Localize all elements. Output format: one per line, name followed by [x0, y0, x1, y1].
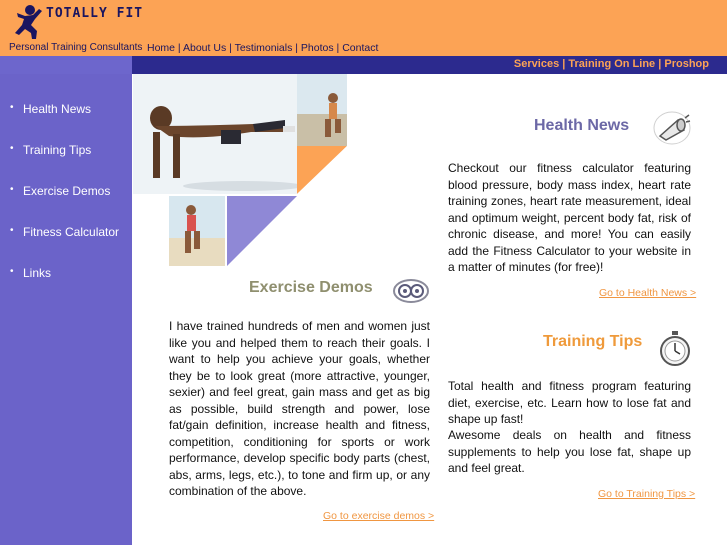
brand-title[interactable]: TOTALLY FIT — [46, 6, 144, 21]
exercise-demos-link[interactable]: Go to exercise demos > — [323, 510, 435, 522]
sidebar-item-links[interactable]: • Links — [10, 266, 52, 280]
nav-training-online-link[interactable]: Training On Line — [568, 58, 656, 70]
exercise-demos-text: I have trained hundreds of men and women just like you and helped them to reach their goals. I want to help you achieve your goals, whether they be to look great (more attractive, younger, sexier) and feel great, gain mass and get as big as possible, build strength and power, lose fat/gain definition, increase health and fitness, competition, conditioning for sports or work performance, develop specific body parts (chest, abs, arms, legs, etc.), to tone and firm up, or any combination of the above. — [169, 319, 430, 498]
bullet-icon: • — [10, 184, 14, 195]
sidebar — [0, 74, 132, 545]
health-news-link[interactable]: Go to Health News > — [599, 287, 697, 299]
top-nav: Home | About Us | Testimonials | Photos | Contact — [147, 42, 379, 54]
runner-logo-icon — [9, 3, 45, 41]
stopwatch-icon — [658, 330, 692, 368]
exercise-demos-title: Exercise Demos — [249, 279, 373, 296]
training-tips-title: Training Tips — [543, 333, 643, 350]
sidebar-item-training-tips[interactable]: • Training Tips — [10, 143, 92, 157]
nav-photos-link[interactable]: Photos — [300, 42, 334, 54]
nav-proshop-link[interactable]: Proshop — [664, 58, 709, 70]
sidebar-item-fitness-calculator[interactable]: • Fitness Calculator — [10, 225, 120, 239]
bullet-icon: • — [10, 266, 14, 277]
film-reel-icon — [392, 278, 430, 304]
brand-subtitle: Personal Training Consultants — [9, 42, 143, 53]
nav-services-link[interactable]: Services — [513, 58, 560, 70]
secondary-nav: Services | Training On Line | Proshop — [513, 58, 709, 70]
sidebar-item-health-news[interactable]: • Health News — [10, 102, 92, 116]
health-news-text: Checkout our fitness calculator featuring blood pressure, body mass index, heart rate training zones, heart rate measurement, ideal and optimum weight, percent body fat, risk of chronic disease, and more! You can easily add the Fitness Calculator to your website in a matter of minutes (for free)! — [448, 161, 691, 274]
training-tips-text-1: Total health and fitness program featuring diet, exercise, etc. Learn how to lose fat and shape up fast! — [448, 379, 691, 426]
health-news-title: Health News — [534, 117, 630, 134]
nav-about-link[interactable]: About Us — [183, 42, 227, 54]
nav-testimonials-link[interactable]: Testimonials — [234, 42, 293, 54]
sidebar-item-exercise-demos[interactable]: • Exercise Demos — [10, 184, 111, 198]
bullet-icon: • — [10, 225, 14, 236]
bullet-icon: • — [10, 143, 14, 154]
sidebar-strip — [0, 56, 132, 74]
training-tips-link[interactable]: Go to Training Tips > — [598, 488, 696, 500]
nav-contact-link[interactable]: Contact — [342, 42, 379, 54]
nav-home-link[interactable]: Home — [147, 42, 176, 54]
megaphone-icon — [652, 110, 692, 146]
header — [0, 0, 727, 56]
hero-collage — [133, 74, 347, 266]
hero-graphic — [133, 74, 347, 266]
training-tips-text-2: Awesome deals on health and fitness supplements to help you lose fat, shape up and feel great. — [448, 428, 691, 475]
bullet-icon: • — [10, 102, 14, 113]
secondary-nav-bar — [0, 56, 727, 74]
